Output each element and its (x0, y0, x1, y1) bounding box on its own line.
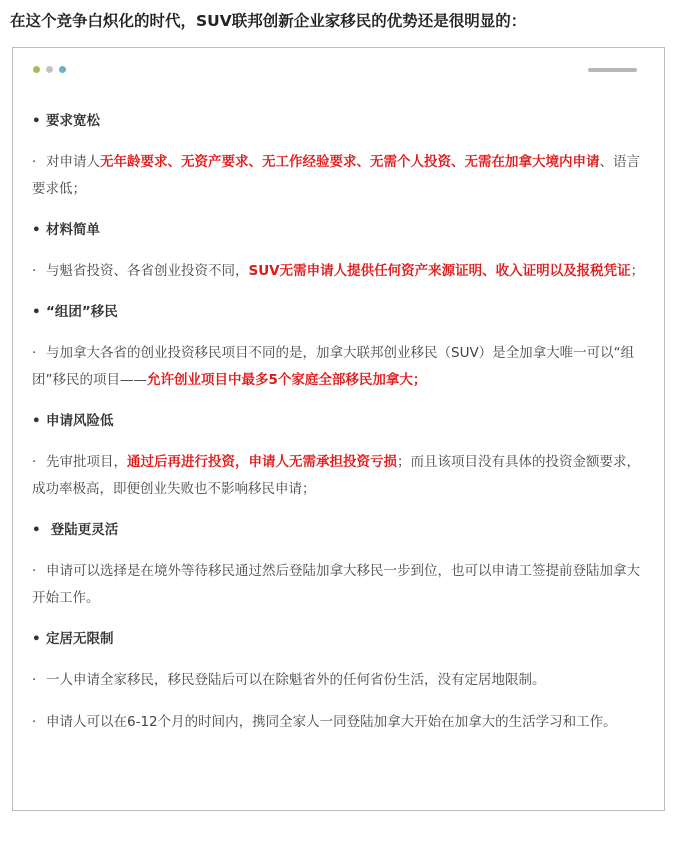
section-title: • 要求宽松 (32, 108, 650, 134)
dot-bullet-icon: · (32, 714, 37, 730)
blue-dot-icon (59, 66, 66, 73)
section-paragraph: · 对申请人无年龄要求、无资产要求、无工作经验要求、无需个人投资、无需在加拿大境内申请、语言要求低； (32, 149, 650, 203)
window-dots (33, 66, 66, 73)
bullet-icon: • (32, 304, 41, 320)
dot-bullet-icon: · (32, 672, 37, 688)
gray-dot-icon (46, 66, 53, 73)
dot-bullet-icon: · (32, 345, 37, 361)
section-paragraph-extra: · 申请人可以在6-12个月的时间内，携同全家人一同登陆加拿大开始在加拿大的生活学习和工作。 (32, 709, 650, 736)
bullet-icon: • (32, 631, 41, 647)
section-paragraph: · 与加拿大各省的创业投资移民项目不同的是，加拿大联邦创业移民（SUV）是全加拿大唯一可以“组团”移民的项目——允许创业项目中最多5个家庭全部移民加拿大； (32, 340, 650, 394)
section-group-immigration (32, 299, 650, 394)
section-unrestricted-residence (32, 626, 650, 736)
highlight-text: SUV无需申请人提供任何资产来源证明、收入证明以及报税凭证 (248, 263, 631, 279)
bullet-icon: • (32, 222, 41, 238)
green-dot-icon (33, 66, 40, 73)
bullet-icon: • (32, 113, 41, 129)
section-title: • “组团”移民 (32, 299, 650, 325)
content-card (12, 47, 665, 811)
section-title: • 登陆更灵活 (32, 517, 650, 543)
bullet-icon: • (32, 522, 41, 538)
section-flexible-landing (32, 517, 650, 612)
section-low-risk (32, 408, 650, 503)
bullet-icon: • (32, 413, 41, 429)
section-requirements (32, 108, 650, 203)
dot-bullet-icon: · (32, 454, 37, 470)
section-paragraph: · 先审批项目，通过后再进行投资，申请人无需承担投资亏损；而且该项目没有具体的投资金额要求，成功率极高，即便创业失败也不影响移民申请； (32, 449, 650, 503)
highlight-text: 通过后再进行投资，申请人无需承担投资亏损 (127, 454, 397, 470)
advantages-list (32, 106, 650, 750)
dot-bullet-icon: · (32, 154, 37, 170)
page-heading: 在这个竞争白炽化的时代，SUV联邦创新企业家移民的优势还是很明显的： (10, 12, 527, 30)
dot-bullet-icon: · (32, 563, 37, 579)
section-paragraph: · 与魁省投资、各省创业投资不同，SUV无需申请人提供任何资产来源证明、收入证明以及报税凭证； (32, 258, 650, 285)
highlight-text: 允许创业项目中最多5个家庭全部移民加拿大； (147, 372, 427, 388)
section-title: • 材料简单 (32, 217, 650, 243)
section-title: • 申请风险低 (32, 408, 650, 434)
section-paragraph: · 申请可以选择是在境外等待移民通过然后登陆加拿大移民一步到位，也可以申请工签提前登陆加拿大开始工作。 (32, 558, 650, 612)
highlight-text: 无年龄要求、无资产要求、无工作经验要求、无需个人投资、无需在加拿大境内申请 (100, 154, 600, 170)
dot-bullet-icon: · (32, 263, 37, 279)
menu-bar-icon (588, 68, 637, 72)
section-title: • 定居无限制 (32, 626, 650, 652)
section-materials (32, 217, 650, 285)
section-paragraph: · 一人申请全家移民，移民登陆后可以在除魁省外的任何省份生活，没有定居地限制。 (32, 667, 650, 694)
